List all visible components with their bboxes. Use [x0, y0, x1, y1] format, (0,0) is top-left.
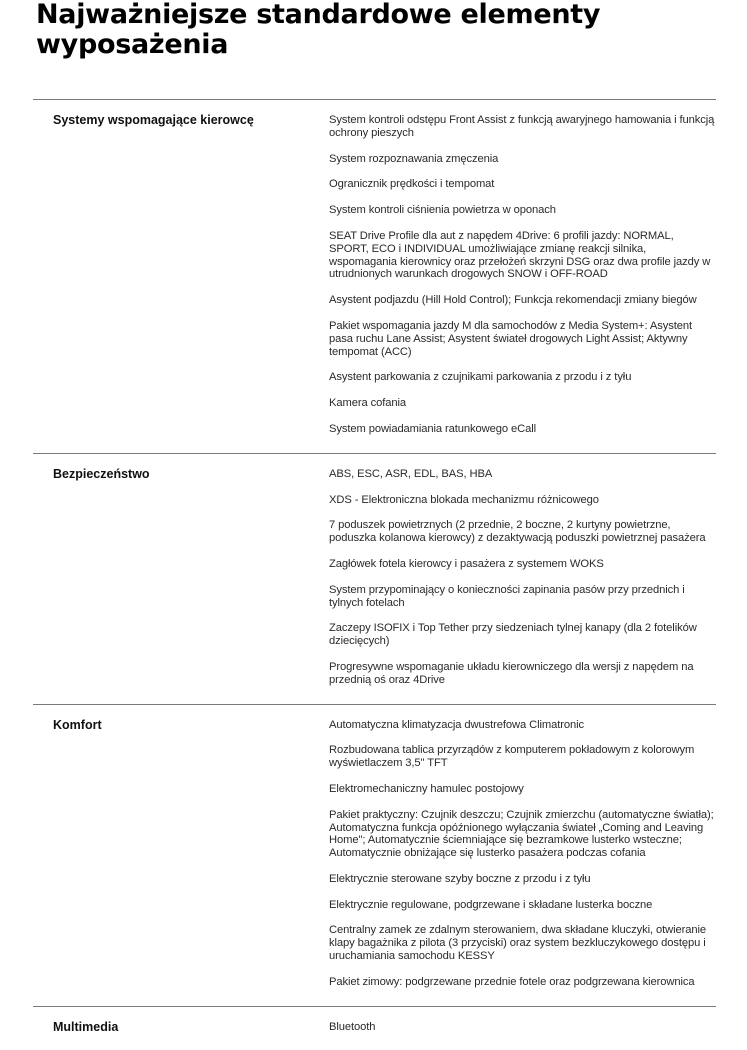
list-item: System rozpoznawania zmęczenia — [329, 152, 499, 165]
list-item: Automatyczna klimatyzacja dwustrefowa Climatronic — [329, 718, 584, 731]
list-item: XDS - Elektroniczna blokada mechanizmu różnicowego — [329, 493, 599, 506]
list-item: Centralny zamek ze zdalnym sterowaniem, dwa składane kluczyki, otwieranie klapy bagażnika z pilota (3 przyciski) oraz system bezkluczykowego dostępu i uruchamiania samochodu KESSY — [329, 924, 706, 963]
list-item: Pakiet wspomagania jazdy M dla samochodów z Media System+: Asystent pasa ruchu Lane Assist; Asystent świateł drogowych Light Assist; Aktywny tempomat (ACC) — [329, 319, 692, 358]
section-items — [329, 705, 716, 1006]
list-item: Bluetooth — [329, 1020, 376, 1033]
list-item: Elektromechaniczny hamulec postojowy — [329, 782, 524, 795]
list-item: Elektrycznie regulowane, podgrzewane i składane lusterka boczne — [329, 898, 653, 911]
equipment-table — [33, 99, 716, 1050]
section-label: Systemy wspomagające kierowcę — [53, 113, 254, 127]
list-item: System powiadamiania ratunkowego eCall — [329, 422, 537, 435]
list-item: System przypominający o konieczności zapinania pasów przy przednich i tylnych fotelach — [329, 583, 685, 609]
list-item: SEAT Drive Profile dla aut z napędem 4Drive: 6 profili jazdy: NORMAL, SPORT, ECO i INDIVIDUAL umożliwiające zmianę reakcji silnika, wspomagania kierownicy oraz przełożeń skrzyni DSG oraz dwa profile jazdy w utrudnionych warunkach drogowych SNOW i OFF-ROAD — [329, 229, 711, 281]
list-item: Pakiet zimowy: podgrzewane przednie fotele oraz podgrzewana kierownica — [329, 975, 695, 988]
list-item: Zagłówek fotela kierowcy i pasażera z systemem WOKS — [329, 557, 604, 570]
section-label: Komfort — [53, 717, 102, 732]
list-item: Progresywne wspomaganie układu kierowniczego dla wersji z napędem na przednią oś oraz 4Drive — [329, 660, 694, 686]
list-item: Asystent podjazdu (Hill Hold Control); Funkcja rekomendacji zmiany biegów — [329, 294, 697, 307]
page-title: Najważniejsze standardowe elementy wyposażenia — [36, 0, 601, 60]
list-item: Asystent parkowania z czujnikami parkowania z przodu i z tyłu — [329, 371, 632, 384]
list-item: Ogranicznik prędkości i tempomat — [329, 178, 495, 191]
section-items — [329, 100, 716, 453]
section-items — [329, 454, 716, 704]
section-label: Bezpieczeństwo — [53, 466, 150, 481]
section-comfort — [33, 704, 716, 1006]
section-multimedia — [33, 1006, 716, 1050]
section-driver-assistance — [33, 99, 716, 453]
list-item: ABS, ESC, ASR, EDL, BAS, HBA — [329, 467, 493, 480]
list-item: 7 poduszek powietrznych (2 przednie, 2 boczne, 2 kurtyny powietrzne, poduszka kolanowa kierowcy) z dezaktywacją poduszki powietrznej pasażera — [329, 519, 706, 545]
section-safety — [33, 453, 716, 704]
list-item: Elektrycznie sterowane szyby boczne z przodu i z tyłu — [329, 872, 591, 885]
list-item: System kontroli odstępu Front Assist z funkcją awaryjnego hamowania i funkcją ochrony pieszych — [329, 114, 715, 139]
list-item: System kontroli ciśnienia powietrza w oponach — [329, 204, 556, 217]
list-item: Kamera cofania — [329, 397, 406, 410]
section-items — [329, 1007, 716, 1050]
section-label: Multimedia — [53, 1019, 119, 1034]
list-item: Pakiet praktyczny: Czujnik deszczu; Czujnik zmierzchu (automatyczne światła); Automatyczna funkcja opóźnionego wyłączania świateł „Coming and Leaving Home"; Automatycznie ściemniające się bezramkowe lusterko wsteczne; Automatycznie obniżające się lusterko pasażera podczas cofania — [329, 808, 714, 860]
list-item: Rozbudowana tablica przyrządów z komputerem pokładowym z kolorowym wyświetlaczem 3,5" TFT — [329, 744, 695, 770]
list-item: Zaczepy ISOFIX i Top Tether przy siedzeniach tylnej kanapy (dla 2 fotelików dziecięcych) — [329, 622, 697, 648]
